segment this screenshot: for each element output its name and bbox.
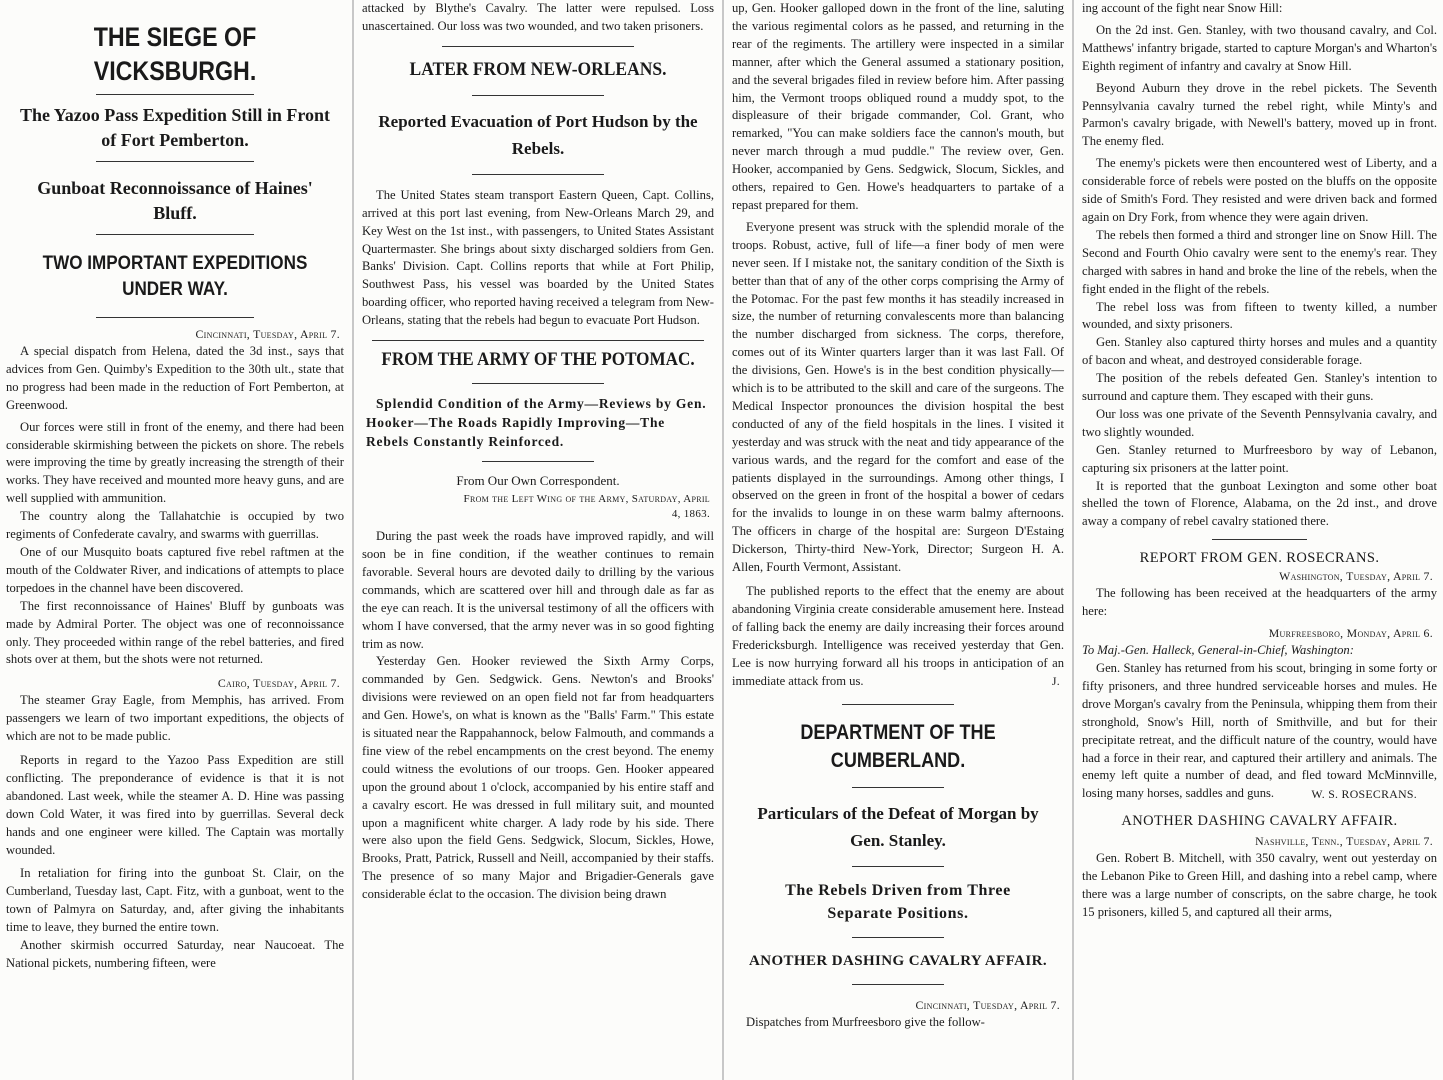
column-2: [356, 0, 720, 1080]
headline-another-dashing-cavalry-affair: ANOTHER DASHING CAVALRY AFFAIR.: [1121, 813, 1398, 830]
dateline-left-wing: From the Left Wing of the Army, Saturday, April 4, 1863.: [463, 493, 710, 521]
article-paragraph: The steamer Gray Eagle, from Memphis, has arrived. From passengers we learn of two important expeditions, the objects of which are not to be made public.: [6, 693, 344, 744]
signature-rosecrans: W. S. ROSECRANS.: [1311, 787, 1417, 802]
article-paragraph: Gen. Stanley returned to Murfreesboro by way of Lebanon, capturing six prisoners at the latter point.: [1082, 442, 1437, 475]
divider: [96, 161, 254, 162]
article-paragraph: Gen. Stanley has returned from his scout, bringing in some forty or fifty prisoners, and three hundred serviceable horses and mules. He drove Morgan's cavalry from the Peninsula, whipping them from their stronghold, Snow's Hill, north of Smithville, and but for their precipitate retreat, and the difficult nature of the country, would have had a force in their rear, and captured their artillery and animals. The enemy left quite a number of dead, and fled toward McMinnville, losing many horses, saddles and guns.: [1082, 661, 1437, 801]
subhead-two-expeditions: TWO IMPORTANT EXPEDITIONS UNDER WAY.: [42, 253, 308, 300]
headline-later-from-new-orleans: LATER FROM NEW-ORLEANS.: [409, 58, 667, 80]
article-paragraph: The published reports to the effect that the enemy are about abandoning Virginia create considerable amusement here. Instead of falling back the enemy are daily increasing their forces around Fredericksburgh. Intelligence was received yesterday that Gen. Lee is now hurrying forward all his troops in anticipation of an immediate attack from us.: [732, 584, 1064, 688]
divider: [842, 704, 954, 705]
article-paragraph: The rebels then formed a third and stronger line on Snow Hill. The Second and Fourth Ohio cavalry were sent to the enemy's rear. They charged with sabres in hand and broke the line of the rebels, when the fight ended in the flight of the rebels.: [1082, 227, 1437, 296]
dateline-washington: Washington, Tuesday, April 7.: [1279, 569, 1433, 584]
signature-j: J.: [1051, 674, 1060, 689]
divider: [472, 383, 604, 384]
divider: [372, 340, 704, 341]
article-paragraph: It is reported that the gunboat Lexington and some other boat shelled the town of Florence, Alabama, on the 2d inst., and drove away a company of rebel cavalry stationed there.: [1082, 478, 1437, 529]
subhead-dashing-cavalry: ANOTHER DASHING CAVALRY AFFAIR.: [748, 953, 1048, 970]
telegram-addressee: To Maj.-Gen. Halleck, General-in-Chief, Washington:: [1082, 643, 1354, 658]
article-paragraph: Everyone present was struck with the splendid morale of the troops. Robust, active, full of life—a finer body of men were never seen. If I mistake not, the sanitary condition of the Sixth is better than that of any of the other corps comprising the Army of the Potomac. For the past few months it has steadily increased in size, the number of returning convalescents more than balancing the number discharged from sickness. The corps, therefore, comes out of its Winter quarters larger than it was last Fall. Of the divisions, Gen. Howe's is in the best condition physically—which is to be attributed to the skill and care of the surgeons. The Medical Inspector pronounces the division hospital the best conducted of any of the field hospitals in the lines. I visited it yesterday and was struck with the neat and tidy appearance of the various wards, and the regard for the comfort and ease of the patients displayed in the surroundings. Among other things, I observed on the green in front of the hospital a bower of cedars for the invalids to lounge in on these warm balmy afternoons. The officers in charge of the hospital are: Surgeon D'Estaing Dickerson, Thirty-third New-York, Director; Surgeon H. A. Allen, Fourth Vermont, Assistant.: [732, 219, 1064, 575]
article-paragraph: ing account of the fight near Snow Hill:: [1082, 1, 1283, 15]
article-paragraph: Yesterday Gen. Hooker reviewed the Sixth Army Corps, commanded by Gen. Sedgwick. Gens. Newton's and Brooks' divisions were reviewed on an open field not far from headquarters and Gen. Howe's, on what is known as the "Balls' Farm." This estate is situated near the Rappahannock, below Falmouth, and commands a fine view of the rebel encampments on the crest beyond. The enemy could witness the evolutions of our troops. Gen. Hooker appeared upon the ground about 1 o'clock, accompanied by his entire staff and a cavalry escort. He was dressed in full military suit, and mounted upon a magnificent white charger. A lady rode by his side. There were also upon the field Gens. Sedgwick, Slocum, Sickles, Howe, Brooks, Pratt, Patrick, Russell and Neill, accompanied by their staffs. The presence of so many Major and Brigadier-Generals gave considerable éclat to the occasion. The division being drawn: [362, 654, 714, 902]
article-paragraph: The enemy's pickets were then encountered west of Liberty, and a considerable force of rebels were posted on the bluffs on the opposite side of Smith's Ford. They resisted and were driven back and formed again on Dry Fork, from whence they were again driven.: [1082, 156, 1437, 224]
article-paragraph: up, Gen. Hooker galloped down in the front of the line, saluting the various regimental colors as he passed, and returning in the rear of the regiments. The artillery were inspected in a similar manner, after which the General assumed a stationary position, and the several brigades filed in review before him. After passing him, the Vermont troops obliqued round a muddy spot, to the displeasure of their brigade commander, Col. Grant, who remarked, "You can make soldiers face the cannon's mouth, but never march through a mud puddle." The review over, Gen. Hooker, accompanied by Gens. Sedgwick, Slocum, Sickles, and others, repaired to Gen. Howe's headquarters to partake of a repast prepared for them.: [732, 1, 1064, 212]
divider: [852, 937, 944, 938]
dateline-cincinnati: Cincinnati, Tuesday, April 7.: [915, 998, 1060, 1013]
article-paragraph: The position of the rebels defeated Gen. Stanley's intention to surround and capture them. They escaped with their guns.: [1082, 371, 1437, 404]
dateline-cincinnati: Cincinnati, Tuesday, April 7.: [195, 327, 340, 341]
article-paragraph: attacked by Blythe's Cavalry. The latter were repulsed. Loss unascertained. Our loss was two wounded, and two taken prisoners.: [362, 1, 714, 33]
article-paragraph: Gen. Stanley also captured thirty horses and mules and a quantity of bacon and wheat, and destroyed considerable forage.: [1082, 335, 1437, 368]
divider: [96, 317, 254, 318]
article-paragraph: Our loss was one private of the Seventh Pennsylvania cavalry, and two slightly wounded.: [1082, 406, 1437, 439]
dateline-nashville: Nashville, Tenn., Tuesday, April 7.: [1255, 834, 1433, 849]
headline-department-of-the-cumberland: DEPARTMENT OF THE CUMBERLAND.: [800, 721, 996, 773]
subhead-yazoo-pass: The Yazoo Pass Expedition Still in Front of Fort Pemberton.: [19, 105, 331, 150]
article-paragraph: Gen. Robert B. Mitchell, with 350 cavalry, went out yesterday on the Lebanon Pike to Green Hill, and dashing into a rebel camp, where there was a large number of conscripts, on the sabre charge, he took 15 prisoners, killed 5, and captured all their arms,: [1082, 851, 1437, 919]
divider: [96, 234, 254, 235]
dateline-cairo: Cairo, Tuesday, April 7.: [217, 676, 340, 691]
article-paragraph: During the past week the roads have improved rapidly, and will soon be in fine condition, if the weather continues to remain favorable. Several hours are devoted daily to drilling by the various commands, which are scattered over hill and through dale as far as the eye can reach. It is the universal testimony of all the officers with whom I have conversed, that the army never was in so good fighting trim as now.: [362, 529, 714, 651]
subhead-gunboat-reconnoissance: Gunboat Reconnoissance of Haines' Bluff.: [37, 178, 313, 223]
column-separator: [722, 0, 724, 1080]
article-paragraph: Our forces were still in front of the enemy, and there had been considerable skirmishing between the pickets on shore. The rebels were improving the time by greatly increasing the strength of their works. They have received and mounted more heavy guns, and are well supplied with ammunition.: [6, 419, 344, 506]
article-paragraph: The United States steam transport Eastern Queen, Capt. Collins, arrived at this port last evening, from New-Orleans March 29, and Key West on the 1st inst., with passengers, to United States Assistant Quartermaster. She brings about sixty discharged soldiers from Gen. Banks' Division. Capt. Collins reports that while at Fort Philip, Southwest Pass, his vessel was boarded by the United States boarding officer, who reported having received a telegram from New-Orleans, stating that the rebels had begun to evacuate Port Hudson.: [362, 187, 714, 328]
divider: [852, 866, 944, 867]
article-paragraph: The country along the Tallahatchie is occupied by two regiments of Confederate cavalry, and swarms with guerrillas.: [6, 509, 344, 542]
headline-report-from-rosecrans: REPORT FROM GEN. ROSECRANS.: [1139, 550, 1380, 567]
column-1: [0, 0, 350, 1080]
subhead-splendid-condition: Splendid Condition of the Army—Reviews by Gen. Hooker—The Roads Rapidly Improving—The Rebels Constantly Reinforced.: [366, 396, 707, 450]
headline-army-of-the-potomac: FROM THE ARMY OF THE POTOMAC.: [381, 349, 695, 371]
divider: [852, 984, 944, 985]
dateline-murfreesboro: Murfreesboro, Monday, April 6.: [1268, 626, 1433, 641]
article-paragraph: Another skirmish occurred Saturday, near Naucoeat. The National pickets, numbering fifteen, were: [6, 938, 344, 970]
divider: [472, 174, 604, 175]
divider: [96, 94, 254, 95]
column-4: [1076, 0, 1443, 1080]
article-paragraph: The following has been received at the headquarters of the army here:: [1082, 586, 1437, 619]
subhead-defeat-of-morgan: Particulars of the Defeat of Morgan by Gen. Stanley.: [757, 804, 1039, 851]
subhead-port-hudson: Reported Evacuation of Port Hudson by the Rebels.: [378, 111, 698, 158]
article-paragraph: Reports in regard to the Yazoo Pass Expedition are still conflicting. The preponderance of evidence is that it is not abandoned. Last week, while the steamer A. D. Hine was passing down Cold Water, it was fired into by guerrillas. Several deck hands and one engineer were killed. The Captain was mortally wounded.: [6, 753, 344, 857]
column-separator: [1072, 0, 1074, 1080]
divider: [852, 787, 944, 788]
article-paragraph: On the 2d inst. Gen. Stanley, with two thousand cavalry, and Col. Matthews' infantry brigade, started to capture Morgan's and Wharton's Eighth regiment of infantry and cavalry at Snow Hill.: [1082, 22, 1437, 73]
article-paragraph: A special dispatch from Helena, dated the 3d inst., says that advices from Gen. Quimby's Expedition to the 30th ult., state that no progress had been made in the reduction of Fort Pemberton, at Greenwood.: [6, 344, 344, 412]
article-paragraph: The first reconnoissance of Haines' Bluff by gunboats was made by Admiral Porter. The object was one of reconnoissance only. They proceeded within range of the rebel batteries, and fired shots over at them, but the shots were not returned.: [6, 598, 344, 667]
article-paragraph: The rebel loss was from fifteen to twenty killed, a number wounded, and sixty prisoners.: [1082, 299, 1437, 332]
headline-siege-of-vicksburgh: THE SIEGE OF VICKSBURGH.: [93, 22, 257, 86]
column-separator: [352, 0, 354, 1080]
correspondent-line: From Our Own Correspondent.: [456, 473, 620, 489]
article-paragraph: Beyond Auburn they drove in the rebel pickets. The Seventh Pennsylvania cavalry turned the rebel right, while Minty's and Parmon's cavalry brigade, with Newell's battery, moved up in front. The enemy fled.: [1082, 80, 1437, 149]
article-paragraph: Dispatches from Murfreesboro give the follow-: [746, 1015, 985, 1030]
divider: [1212, 539, 1307, 540]
article-paragraph: One of our Musquito boats captured five rebel raftmen at the mouth of the Coldwater River, and indications of attempts to place torpedoes in the channel have been discovered.: [6, 544, 344, 595]
divider: [482, 461, 594, 462]
divider: [442, 46, 634, 47]
subhead-rebels-driven: The Rebels Driven from Three Separate Positions.: [785, 882, 1011, 923]
column-3: [726, 0, 1070, 1080]
divider: [472, 95, 604, 96]
article-paragraph: In retaliation for firing into the gunboat St. Clair, on the Cumberland, Tuesday last, Capt. Fitz, with a gunboat, went to the town of Palmyra on Saturday, and, after giving the inhabitants time to leave, they burned the entire town.: [6, 866, 344, 935]
